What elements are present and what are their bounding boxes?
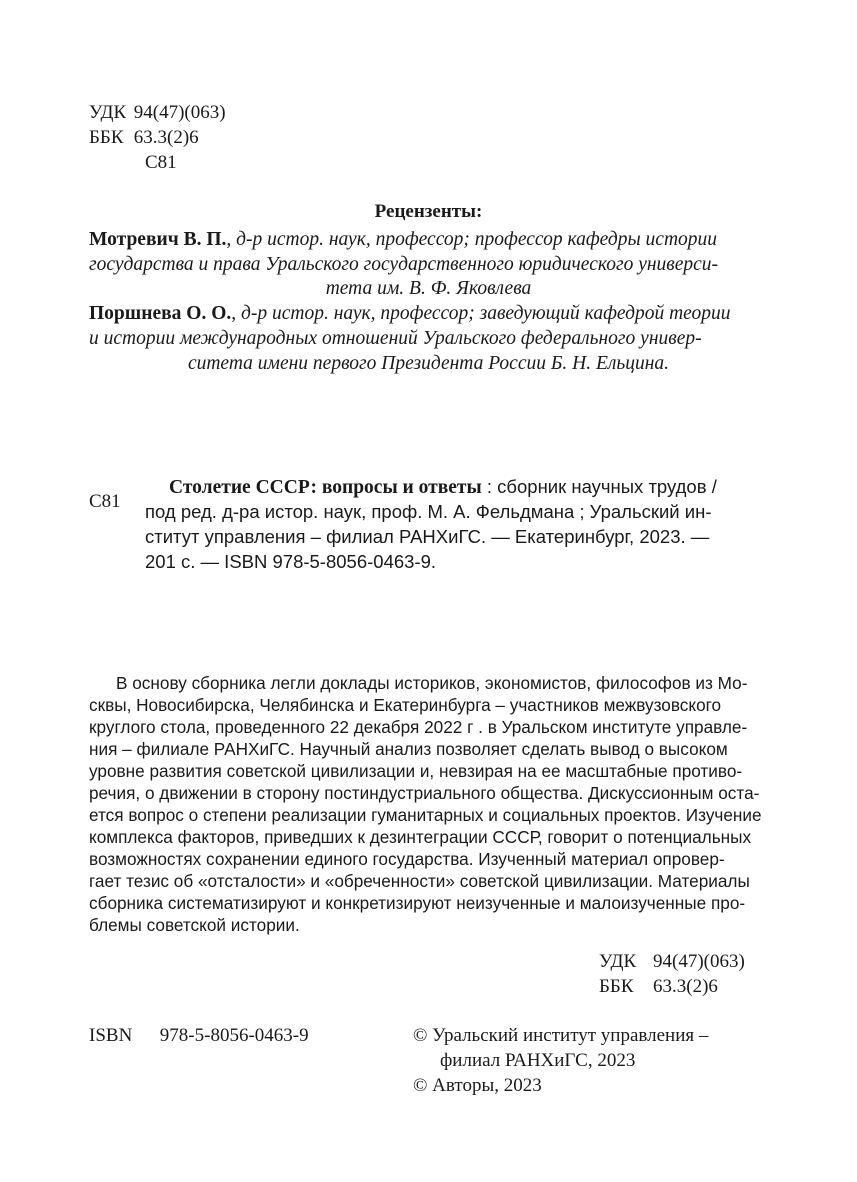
reviewer-2-line-2: и истории международных отношений Уральского федерального универ-	[89, 328, 702, 349]
reviewer-2-credentials: , д-р истор. наук, профессор; заведующий кафедрой теории	[231, 303, 731, 324]
reviewer-2-name: Поршнева О. О.	[89, 303, 232, 324]
annotation-line: В основу сборника легли доклады историков, экономистов, философов из Мо-	[116, 673, 748, 693]
bbk-top	[89, 128, 199, 147]
annotation-line: ния – филиале РАНХиГС. Научный анализ позволяет сделать вывод о высоком	[89, 739, 728, 759]
annotation-line: возможностях сохранении единого государства. Изученный материал опровер-	[89, 849, 725, 869]
catalog-line-3: ститут управления – филиал РАНХиГС. — Екатеринбург, 2023. —	[145, 526, 710, 547]
catalog-code: С81	[89, 491, 121, 512]
reviewer-1-line-2: государства и права Уральского государственного юридического универси-	[89, 254, 719, 275]
udk-top	[89, 103, 226, 122]
reviewers-title: Рецензенты:	[374, 201, 483, 222]
bbk-label: ББК	[599, 976, 634, 997]
catalog-title: Столетие СССР: вопросы и ответы	[169, 477, 482, 498]
catalog-line-4: 201 с. — ISBN 978-5-8056-0463-9.	[145, 551, 437, 572]
reviewer-1-name: Мотревич В. П.	[89, 229, 227, 250]
annotation-line: ется вопрос о степени реализации гуманитарных и социальных проектов. Изучение	[89, 805, 762, 825]
udk-label: УДК	[89, 102, 127, 123]
annotation-line: гает тезис об «отсталости» и «обреченности» советской цивилизации. Материалы	[89, 871, 750, 891]
udk-bottom	[599, 952, 745, 971]
catalog-line-2: под ред. д-ра истор. наук, проф. М. А. Фельдмана ; Уральский ин-	[145, 501, 712, 522]
udk-value: 94(47)(063)	[133, 102, 226, 123]
annotation-line: круглого стола, проведенного 22 декабря 2022 г . в Уральском институте управле-	[89, 717, 748, 737]
catalog-line-1: Столетие СССР: вопросы и ответы : сборник научных трудов /	[169, 476, 717, 498]
copyright-line-2: филиал РАНХиГС, 2023	[440, 1050, 636, 1071]
annotation-line: сквы, Новосибирска, Челябинска и Екатеринбурга – участников межвузовского	[89, 695, 722, 715]
bbk-label: ББК	[89, 127, 124, 148]
reviewer-2-line-1	[89, 304, 731, 324]
reviewer-1-line-3: тета им. В. Ф. Яковлева	[325, 278, 532, 299]
annotation-line: комплекса факторов, приведших к дезинтеграции СССР, говорит о потенциальных	[89, 827, 752, 847]
annotation-line: речия, о движении в сторону постиндустриального общества. Дискуссионным оста-	[89, 783, 760, 803]
copyright-line-3: © Авторы, 2023	[413, 1075, 542, 1096]
annotation-line: сборника систематизируют и конкретизируют неизученные и малоизученные про-	[89, 893, 746, 913]
udk-value: 94(47)(063)	[653, 951, 745, 972]
reviewer-1-line-1	[89, 230, 717, 250]
annotation-line: блемы советской истории.	[89, 915, 300, 935]
bbk-bottom	[599, 977, 718, 996]
author-mark-top: С81	[145, 152, 177, 173]
bbk-value: 63.3(2)6	[133, 127, 199, 148]
isbn	[89, 1026, 309, 1045]
udk-label: УДК	[599, 951, 637, 972]
copyright-line-1: © Уральский институт управления –	[413, 1025, 709, 1046]
bbk-value: 63.3(2)6	[653, 976, 718, 997]
reviewer-1-credentials: , д-р истор. наук, профессор; профессор кафедры истории	[226, 229, 718, 250]
reviewer-2-line-3: ситета имени первого Президента России Б. Н. Ельцина.	[187, 353, 670, 374]
isbn-value: 978-5-8056-0463-9	[159, 1025, 309, 1046]
annotation-line: уровне развития советской цивилизации и, невзирая на ее масштабные противо-	[89, 761, 743, 781]
isbn-label: ISBN	[89, 1025, 133, 1046]
